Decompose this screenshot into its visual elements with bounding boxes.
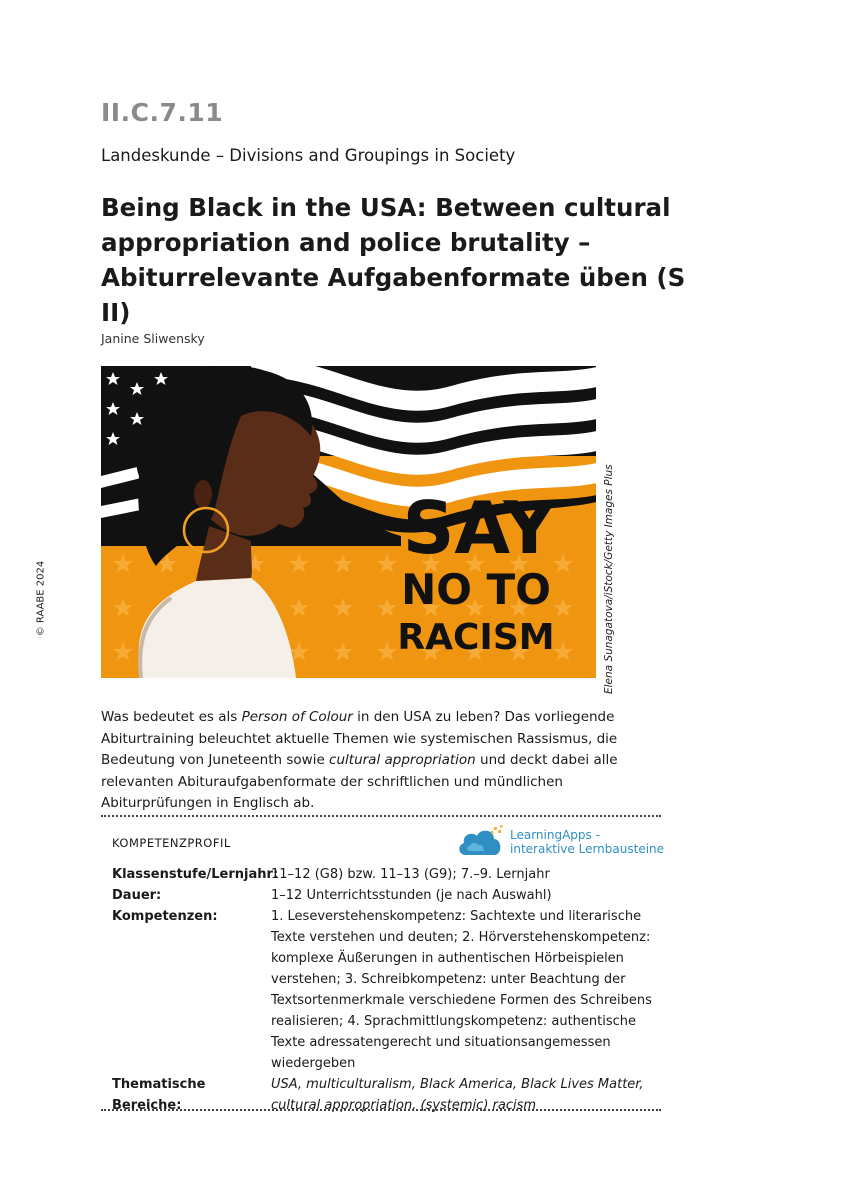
document-code: II.C.7.11 [101, 98, 224, 127]
profile-heading: KOMPETENZPROFIL [112, 836, 231, 850]
intro-paragraph [101, 707, 659, 815]
intro-text: in den USA zu leben? Das vorliegende Abiturtraining beleuchtet aktuelle Themen wie systemischen Rassismus, die Bedeutung von Juneteenth sowie [101, 709, 618, 768]
profile-row [112, 864, 660, 885]
competence-profile [112, 864, 660, 1116]
profile-label: Kompetenzen: [112, 909, 218, 924]
intro-emphasis: Person of Colour [241, 709, 353, 725]
intro-text: und deckt dabei alle relevanten Abituraufgabenformate der schriftlichen und mündlichen Abiturprüfungen in Englisch ab. [101, 752, 618, 811]
profile-value: 1. Leseverstehenskompetenz: Sachtexte und literarische Texte verstehen und deuten; 2. Hörverstehenskompetenz: komplexe Äußerungen in authentischen Hörbeispielen verstehen; 3. Schreibkompetenz: unter Beachtung der Textsortenmerkmale verschiedene Formen des Schreibens realisieren; 4. Sprachmittlungskompetenz: authentische Texte adressatengerecht und situationsangemessen wiedergeben [271, 909, 652, 1071]
author-name: Janine Sliwensky [101, 331, 205, 346]
copyright-notice: © RAABE 2024 [35, 560, 47, 637]
slogan-say: SAY [402, 486, 556, 570]
profile-value: 1–12 Unterrichtsstunden (je nach Auswahl) [271, 888, 552, 903]
say-no-to-racism-illustration [101, 366, 596, 678]
slogan-no-to: NO TO [401, 565, 551, 614]
divider-top [101, 815, 661, 817]
slogan-racism: RACISM [397, 617, 555, 658]
learningapps-logo[interactable] [456, 825, 664, 859]
image-credit: Elena Sunagatova/iStock/Getty Images Plus [603, 464, 615, 694]
profile-label: Dauer: [112, 888, 162, 903]
profile-label: Thematische Bereiche: [112, 1077, 206, 1113]
profile-value: 11–12 (G8) bzw. 11–13 (G9); 7.–9. Lernjahr [271, 867, 550, 882]
profile-value: USA, multiculturalism, Black America, Black Lives Matter, cultural appropriation, (systemic) racism [271, 1077, 644, 1113]
intro-emphasis: cultural appropriation [329, 752, 476, 768]
divider-bottom [101, 1109, 661, 1111]
profile-row [112, 906, 660, 1074]
document-title: Being Black in the USA: Between cultural appropriation and police brutality – Abiturrelevante Aufgabenformate üben (S II) [101, 193, 686, 327]
learningapps-label [510, 828, 664, 856]
learningapps-label-line1: LearningApps - [510, 828, 600, 842]
intro-text: Was bedeutet es als [101, 709, 242, 725]
cover-illustration [101, 366, 596, 678]
profile-label: Klassenstufe/Lernjahr: [112, 867, 279, 882]
ear [194, 480, 212, 508]
learningapps-label-line2: interaktive Lernbausteine [510, 842, 665, 856]
document-subtitle: Landeskunde – Divisions and Groupings in Society [101, 146, 516, 165]
cloud-icon [456, 825, 504, 859]
profile-row [112, 885, 660, 906]
